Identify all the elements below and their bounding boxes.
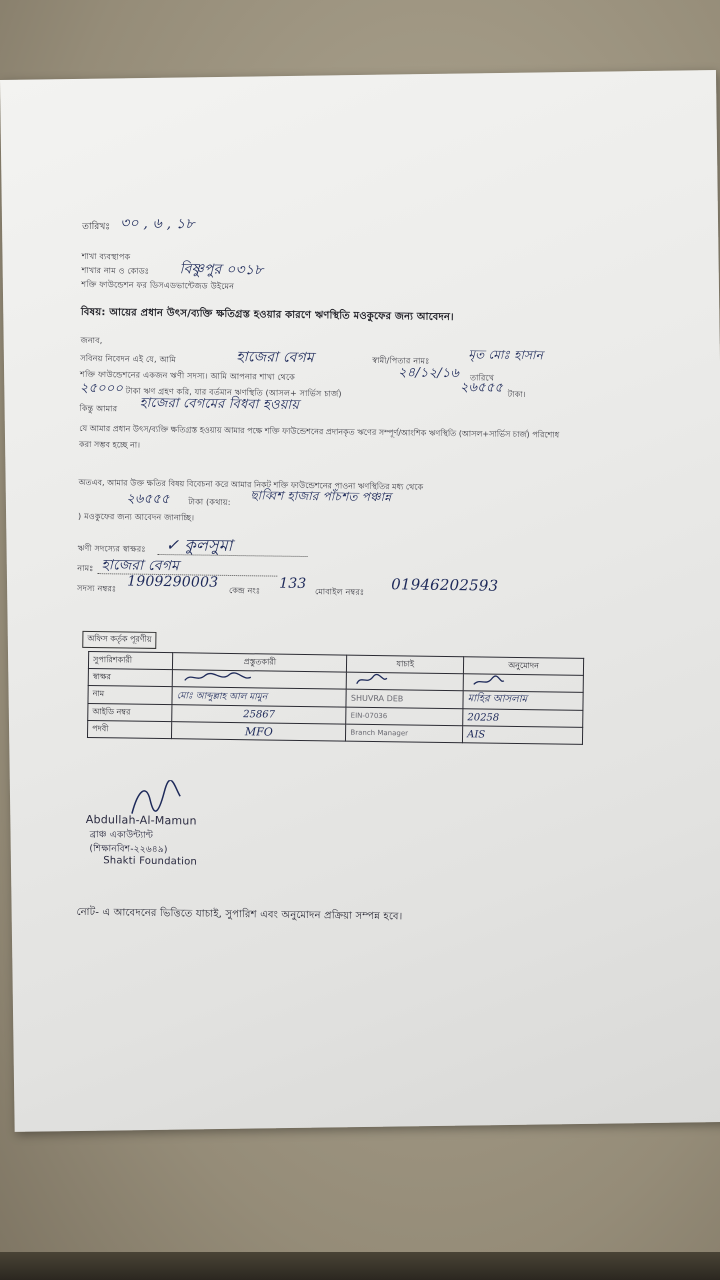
recommender-designation: MFO bbox=[172, 722, 346, 741]
row-label: পদবী bbox=[87, 720, 171, 738]
recipient-title: শাখা ব্যবস্থাপক bbox=[81, 251, 131, 262]
signature-cell bbox=[347, 672, 464, 691]
name-value: হাজেরা বেগম bbox=[101, 557, 180, 575]
office-use-label: অফিস কর্তৃক পূরণীয় bbox=[82, 631, 157, 649]
table-header: যাচাই bbox=[347, 655, 464, 674]
loan-amount-hand: ২৫০০০ bbox=[79, 380, 124, 397]
preparer-name: SHUVRA DEB bbox=[346, 689, 463, 709]
body-text: শক্তি ফাউন্ডেশনের একজন ঋণী সদস্য। আমি আপনার শাখা থেকে bbox=[79, 369, 296, 382]
document-content bbox=[0, 78, 720, 1140]
branch-value: বিষ্ণুপুর ০৩১৮ bbox=[179, 261, 264, 279]
signature-cell bbox=[172, 670, 346, 689]
center-label: কেন্দ্র নংঃ bbox=[228, 585, 261, 596]
balance-hand: ২৬৫৫৫ bbox=[459, 380, 504, 396]
body-text: টাকা (কথায়: bbox=[188, 497, 231, 507]
row-label: আইডি নম্বর bbox=[88, 703, 172, 721]
mobile-label: মোবাইল নম্বরঃ bbox=[314, 587, 365, 597]
stamp-id: (শিক্ষানবিশ-২২৬৪৯) bbox=[89, 844, 168, 856]
salutation: জনাব, bbox=[80, 335, 103, 346]
loan-date-hand: ২৪/১২/১৬ bbox=[398, 365, 460, 382]
applicant-signature: ✓ কুলসুমা bbox=[165, 535, 233, 555]
approver-name: মাহির আসলাম bbox=[463, 691, 583, 711]
waiver-amount-hand: ২৬৫৫৫ bbox=[126, 491, 170, 508]
signature-scribble-icon bbox=[351, 673, 391, 688]
branch-label: শাখার নাম ও কোডঃ bbox=[81, 265, 150, 276]
table-header: প্রস্তুতকারী bbox=[173, 653, 347, 672]
preparer-id: EIN-07036 bbox=[346, 707, 463, 726]
mobile-value: 01946202593 bbox=[391, 575, 499, 595]
table-header: অনুমোদন bbox=[463, 657, 583, 676]
organization-line: শক্তি ফাউন্ডেশন ফর ডিসএডভান্টেজড উইমেন bbox=[81, 279, 235, 291]
approver-designation: AIS bbox=[463, 726, 583, 745]
preparer-designation: Branch Manager bbox=[346, 724, 463, 743]
subject-line: বিষয়: আয়ের প্রধান উৎস/ব্যক্তি ক্ষতিগ্রস্ত হওয়ার কারণে ঋণস্থিতি মওকুফের জন্য আবেদন। bbox=[80, 306, 454, 324]
signature-cell bbox=[463, 674, 583, 693]
body-text: টাকা ঋণ গ্রহণ করি, যার বর্তমান ঋণস্থিতি (আসল+ সার্ভিস চার্জ) bbox=[125, 386, 342, 399]
row-label: নাম bbox=[88, 685, 172, 704]
row-label: স্বাক্ষর bbox=[88, 669, 172, 687]
name-label: নামঃ bbox=[77, 563, 94, 574]
body-paragraph-2: যে আমার প্রধান উৎস/ব্যক্তি ক্ষতিগ্রস্ত হওয়ায় আমার পক্ষে শক্তি ফাউন্ডেশনের প্রদানকৃত ঋণের সম্পূর্ণ/আংশিক ঋণস্থিতি (আসল+সার্ভিস চার্জ) পরিশোধ করা সম্ভব হচ্ছে না। bbox=[79, 423, 560, 450]
date-value: ৩০ , ৬ , ১৮ bbox=[120, 215, 195, 233]
amount-words-hand: ছাব্বিশ হাজার পাঁচশত পঞ্চান্ন bbox=[250, 488, 392, 505]
body-text: তারিখে bbox=[469, 373, 495, 383]
body-text: স্বামী/পিতার নামঃ bbox=[372, 355, 430, 366]
reason-hand: হাজেরা বেগমের বিধবা হওয়ায় bbox=[139, 395, 300, 413]
member-value: 1909290003 bbox=[127, 573, 219, 591]
signature-scribble-icon bbox=[468, 674, 508, 689]
document-paper bbox=[0, 70, 720, 1132]
body-text: সবিনয় নিবেদন এই যে, আমি bbox=[80, 353, 177, 365]
recommender-id: 25867 bbox=[172, 705, 346, 724]
spouse-name-hand: মৃত মোঃ হাসান bbox=[468, 347, 544, 363]
body-text: ) মওকুফের জন্য আবেদন জানাচ্ছি। bbox=[78, 511, 195, 523]
body-text: কিন্তু আমার bbox=[79, 403, 118, 414]
footer-note: নোট- এ আবেদনের ভিত্তিতে যাচাই, সুপারিশ এবং অনুমোদন প্রক্রিয়া সম্পন্ন হবে। bbox=[76, 906, 403, 923]
member-label: সদস্য নম্বরঃ bbox=[77, 583, 117, 594]
center-value: 133 bbox=[279, 575, 307, 593]
stamp-name: Abdullah-Al-Mamun bbox=[85, 812, 197, 828]
signature-label: ঋণী সদস্যের স্বাক্ষরঃ bbox=[77, 543, 146, 554]
signature-scribble-icon bbox=[177, 670, 257, 685]
table-edge bbox=[0, 1252, 720, 1280]
date-label: তারিখঃ bbox=[82, 221, 111, 233]
recommender-name: মোঃ আব্দুল্লাহ আল মামুন bbox=[172, 687, 346, 707]
stamp-title: ব্রাঞ্চ একাউন্ট্যান্ট bbox=[89, 830, 154, 841]
approver-id: 20258 bbox=[463, 709, 583, 728]
body-paragraph-3: অতএব, আমার উক্ত ক্ষতির বিষয় বিবেচনা করে আমার নিকট শক্তি ফাউন্ডেশনের পাওনা ঋণস্থিতির মধ্য থেকে bbox=[78, 477, 424, 492]
table-header: সুপারিশকারী bbox=[88, 652, 172, 670]
approval-table bbox=[87, 651, 584, 745]
stamp-org: Shakti Foundation bbox=[103, 855, 198, 868]
body-text: টাকা। bbox=[507, 389, 526, 400]
applicant-name-hand: হাজেরা বেগম bbox=[236, 349, 315, 367]
